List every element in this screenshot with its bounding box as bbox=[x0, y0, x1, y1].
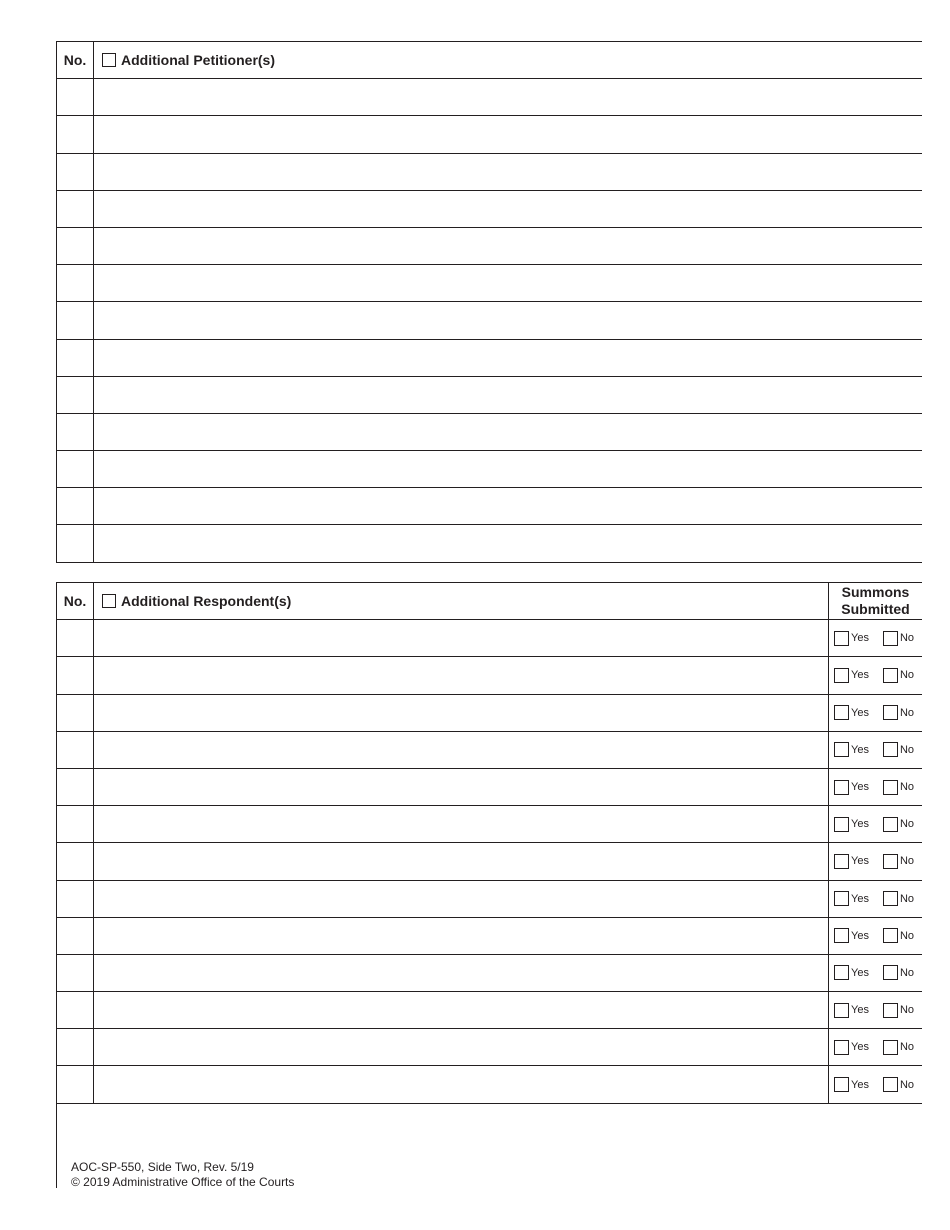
respondent-row bbox=[57, 881, 922, 918]
petitioner-name-field[interactable] bbox=[94, 302, 922, 338]
summons-no-checkbox[interactable] bbox=[883, 780, 898, 795]
summons-yes-option[interactable] bbox=[834, 1040, 869, 1055]
respondent-row bbox=[57, 955, 922, 992]
additional-petitioners-checkbox[interactable] bbox=[102, 53, 116, 67]
summons-yes-option[interactable] bbox=[834, 1003, 869, 1018]
petitioner-name-field[interactable] bbox=[94, 377, 922, 413]
summons-yes-label: Yes bbox=[851, 892, 869, 905]
additional-petitioners-title: Additional Petitioner(s) bbox=[121, 52, 275, 69]
petitioner-number-field[interactable] bbox=[57, 525, 94, 561]
summons-yes-label: Yes bbox=[851, 855, 869, 868]
petitioner-number-field[interactable] bbox=[57, 451, 94, 487]
summons-yes-checkbox[interactable] bbox=[834, 705, 849, 720]
summons-no-option[interactable] bbox=[883, 1003, 914, 1018]
petitioner-name-field[interactable] bbox=[94, 488, 922, 524]
petitioner-name-field[interactable] bbox=[94, 191, 922, 227]
petitioner-row bbox=[57, 154, 922, 191]
respondent-row bbox=[57, 620, 922, 657]
respondent-name-field[interactable] bbox=[94, 769, 828, 805]
summons-submitted-cell bbox=[828, 769, 922, 805]
summons-submitted-header bbox=[828, 583, 922, 619]
respondents-header-cell bbox=[94, 583, 828, 619]
petitioner-row bbox=[57, 228, 922, 265]
petitioner-row bbox=[57, 377, 922, 414]
respondent-row bbox=[57, 769, 922, 806]
respondent-number-field[interactable] bbox=[57, 769, 94, 805]
summons-no-checkbox[interactable] bbox=[883, 705, 898, 720]
summons-no-option[interactable] bbox=[883, 780, 914, 795]
summons-submitted-cell bbox=[828, 1029, 922, 1065]
respondent-row bbox=[57, 695, 922, 732]
summons-submitted-cell bbox=[828, 732, 922, 768]
respondent-row bbox=[57, 992, 922, 1029]
summons-no-checkbox[interactable] bbox=[883, 891, 898, 906]
petitioner-row bbox=[57, 340, 922, 377]
summons-submitted-cell bbox=[828, 992, 922, 1028]
respondent-row bbox=[57, 918, 922, 955]
summons-no-label: No bbox=[899, 929, 915, 942]
summons-no-option[interactable] bbox=[883, 1077, 914, 1092]
summons-no-option[interactable] bbox=[883, 705, 914, 720]
summons-no-label: No bbox=[899, 669, 915, 682]
copyright-notice: © 2019 Administrative Office of the Courts bbox=[71, 1175, 295, 1189]
summons-no-checkbox[interactable] bbox=[883, 631, 898, 646]
summons-no-checkbox[interactable] bbox=[883, 1040, 898, 1055]
summons-no-checkbox[interactable] bbox=[883, 965, 898, 980]
summons-no-label: No bbox=[899, 892, 915, 905]
respondent-number-field[interactable] bbox=[57, 918, 94, 954]
summons-yes-label: Yes bbox=[851, 966, 869, 979]
respondent-row bbox=[57, 732, 922, 769]
respondent-number-field[interactable] bbox=[57, 843, 94, 879]
petitioners-header-row bbox=[57, 42, 922, 79]
respondent-name-field[interactable] bbox=[94, 620, 828, 656]
summons-no-option[interactable] bbox=[883, 965, 914, 980]
petitioner-row bbox=[57, 302, 922, 339]
additional-respondents-title: Additional Respondent(s) bbox=[121, 593, 292, 610]
respondent-number-field[interactable] bbox=[57, 955, 94, 991]
petitioner-row bbox=[57, 191, 922, 228]
summons-no-checkbox[interactable] bbox=[883, 928, 898, 943]
petitioner-number-field[interactable] bbox=[57, 265, 94, 301]
summons-no-option[interactable] bbox=[883, 928, 914, 943]
petitioner-number-field[interactable] bbox=[57, 116, 94, 152]
summons-yes-label: Yes bbox=[851, 1078, 869, 1091]
summons-yes-option[interactable] bbox=[834, 631, 869, 646]
summons-yes-checkbox[interactable] bbox=[834, 1003, 849, 1018]
summons-yes-option[interactable] bbox=[834, 891, 869, 906]
petitioner-name-field[interactable] bbox=[94, 265, 922, 301]
respondent-row bbox=[57, 843, 922, 880]
respondent-row bbox=[57, 806, 922, 843]
summons-submitted-cell bbox=[828, 657, 922, 693]
summons-yes-option[interactable] bbox=[834, 1077, 869, 1092]
respondent-number-field[interactable] bbox=[57, 881, 94, 917]
petitioner-number-field[interactable] bbox=[57, 340, 94, 376]
summons-no-label: No bbox=[899, 632, 915, 645]
summons-no-label: No bbox=[899, 1041, 915, 1054]
petitioner-name-field[interactable] bbox=[94, 340, 922, 376]
petitioners-table bbox=[56, 41, 922, 563]
summons-yes-label: Yes bbox=[851, 632, 869, 645]
summons-no-checkbox[interactable] bbox=[883, 668, 898, 683]
respondent-number-field[interactable] bbox=[57, 1066, 94, 1102]
petitioner-name-field[interactable] bbox=[94, 414, 922, 450]
respondent-name-field[interactable] bbox=[94, 732, 828, 768]
summons-no-label: No bbox=[899, 706, 915, 719]
summons-submitted-cell bbox=[828, 843, 922, 879]
summons-no-checkbox[interactable] bbox=[883, 817, 898, 832]
left-margin-rule bbox=[56, 1104, 57, 1188]
summons-no-label: No bbox=[899, 1004, 915, 1017]
petitioner-row bbox=[57, 451, 922, 488]
summons-yes-option[interactable] bbox=[834, 965, 869, 980]
summons-no-checkbox[interactable] bbox=[883, 854, 898, 869]
summons-yes-label: Yes bbox=[851, 929, 869, 942]
respondents-table bbox=[56, 582, 922, 1104]
petitioner-number-field[interactable] bbox=[57, 414, 94, 450]
summons-no-option[interactable] bbox=[883, 854, 914, 869]
summons-yes-option[interactable] bbox=[834, 817, 869, 832]
petitioner-name-field[interactable] bbox=[94, 116, 922, 152]
summons-no-option[interactable] bbox=[883, 1040, 914, 1055]
summons-no-label: No bbox=[899, 1078, 915, 1091]
summons-yes-label: Yes bbox=[851, 781, 869, 794]
summons-yes-checkbox[interactable] bbox=[834, 1077, 849, 1092]
summons-no-label: No bbox=[899, 818, 915, 831]
respondent-row bbox=[57, 1066, 922, 1103]
respondent-number-field[interactable] bbox=[57, 732, 94, 768]
respondent-name-field[interactable] bbox=[94, 881, 828, 917]
summons-yes-checkbox[interactable] bbox=[834, 965, 849, 980]
summons-yes-checkbox[interactable] bbox=[834, 891, 849, 906]
summons-yes-option[interactable] bbox=[834, 705, 869, 720]
summons-yes-checkbox[interactable] bbox=[834, 668, 849, 683]
petitioner-number-field[interactable] bbox=[57, 191, 94, 227]
respondent-name-field[interactable] bbox=[94, 955, 828, 991]
petitioner-name-field[interactable] bbox=[94, 525, 922, 561]
summons-no-option[interactable] bbox=[883, 891, 914, 906]
summons-submitted-cell bbox=[828, 955, 922, 991]
additional-respondents-checkbox[interactable] bbox=[102, 594, 116, 608]
summons-yes-label: Yes bbox=[851, 706, 869, 719]
respondent-row bbox=[57, 1029, 922, 1066]
petitioner-name-field[interactable] bbox=[94, 451, 922, 487]
respondent-number-field[interactable] bbox=[57, 657, 94, 693]
summons-yes-checkbox[interactable] bbox=[834, 1040, 849, 1055]
respondent-name-field[interactable] bbox=[94, 695, 828, 731]
no-column-header: No. bbox=[57, 583, 94, 619]
summons-submitted-cell bbox=[828, 918, 922, 954]
petitioner-name-field[interactable] bbox=[94, 79, 922, 115]
respondent-name-field[interactable] bbox=[94, 1066, 828, 1102]
summons-yes-checkbox[interactable] bbox=[834, 817, 849, 832]
petitioners-rows bbox=[57, 79, 922, 562]
petitioner-row bbox=[57, 116, 922, 153]
summons-yes-option[interactable] bbox=[834, 780, 869, 795]
petitioners-header-cell bbox=[94, 42, 922, 78]
summons-yes-checkbox[interactable] bbox=[834, 631, 849, 646]
petitioner-number-field[interactable] bbox=[57, 79, 94, 115]
respondent-number-field[interactable] bbox=[57, 620, 94, 656]
summons-submitted-cell bbox=[828, 695, 922, 731]
respondent-name-field[interactable] bbox=[94, 806, 828, 842]
petitioner-row bbox=[57, 79, 922, 116]
petitioner-name-field[interactable] bbox=[94, 228, 922, 264]
respondents-rows bbox=[57, 620, 922, 1103]
summons-no-label: No bbox=[899, 781, 915, 794]
summons-no-label: No bbox=[899, 966, 915, 979]
summons-header-line2: Submitted bbox=[841, 601, 910, 618]
summons-header-line1: Summons bbox=[841, 584, 910, 601]
respondents-header-row bbox=[57, 583, 922, 620]
respondent-name-field[interactable] bbox=[94, 657, 828, 693]
respondent-name-field[interactable] bbox=[94, 992, 828, 1028]
summons-yes-option[interactable] bbox=[834, 668, 869, 683]
summons-yes-checkbox[interactable] bbox=[834, 854, 849, 869]
respondent-row bbox=[57, 657, 922, 694]
summons-yes-label: Yes bbox=[851, 1004, 869, 1017]
summons-no-label: No bbox=[899, 743, 915, 756]
summons-yes-checkbox[interactable] bbox=[834, 928, 849, 943]
summons-no-option[interactable] bbox=[883, 817, 914, 832]
summons-yes-label: Yes bbox=[851, 743, 869, 756]
no-column-header: No. bbox=[57, 42, 94, 78]
summons-no-checkbox[interactable] bbox=[883, 742, 898, 757]
summons-yes-label: Yes bbox=[851, 669, 869, 682]
summons-yes-label: Yes bbox=[851, 818, 869, 831]
summons-yes-option[interactable] bbox=[834, 742, 869, 757]
petitioner-row bbox=[57, 265, 922, 302]
summons-no-checkbox[interactable] bbox=[883, 1003, 898, 1018]
form-footer bbox=[71, 1160, 294, 1190]
summons-submitted-cell bbox=[828, 881, 922, 917]
summons-yes-checkbox[interactable] bbox=[834, 780, 849, 795]
respondent-name-field[interactable] bbox=[94, 843, 828, 879]
summons-no-option[interactable] bbox=[883, 668, 914, 683]
petitioner-row bbox=[57, 414, 922, 451]
summons-no-option[interactable] bbox=[883, 742, 914, 757]
summons-submitted-cell bbox=[828, 1066, 922, 1102]
summons-submitted-cell bbox=[828, 806, 922, 842]
summons-yes-label: Yes bbox=[851, 1041, 869, 1054]
summons-yes-option[interactable] bbox=[834, 854, 869, 869]
summons-yes-option[interactable] bbox=[834, 928, 869, 943]
petitioner-number-field[interactable] bbox=[57, 488, 94, 524]
respondent-number-field[interactable] bbox=[57, 806, 94, 842]
summons-no-option[interactable] bbox=[883, 631, 914, 646]
petitioner-row bbox=[57, 525, 922, 562]
respondent-number-field[interactable] bbox=[57, 695, 94, 731]
respondent-number-field[interactable] bbox=[57, 992, 94, 1028]
respondent-name-field[interactable] bbox=[94, 918, 828, 954]
petitioner-row bbox=[57, 488, 922, 525]
summons-no-checkbox[interactable] bbox=[883, 1077, 898, 1092]
respondent-number-field[interactable] bbox=[57, 1029, 94, 1065]
summons-yes-checkbox[interactable] bbox=[834, 742, 849, 757]
petitioner-number-field[interactable] bbox=[57, 377, 94, 413]
petitioner-number-field[interactable] bbox=[57, 228, 94, 264]
respondent-name-field[interactable] bbox=[94, 1029, 828, 1065]
summons-no-label: No bbox=[899, 855, 915, 868]
form-id: AOC-SP-550, Side Two, Rev. 5/19 bbox=[71, 1160, 254, 1174]
petitioner-name-field[interactable] bbox=[94, 154, 922, 190]
petitioner-number-field[interactable] bbox=[57, 302, 94, 338]
petitioner-number-field[interactable] bbox=[57, 154, 94, 190]
summons-submitted-cell bbox=[828, 620, 922, 656]
